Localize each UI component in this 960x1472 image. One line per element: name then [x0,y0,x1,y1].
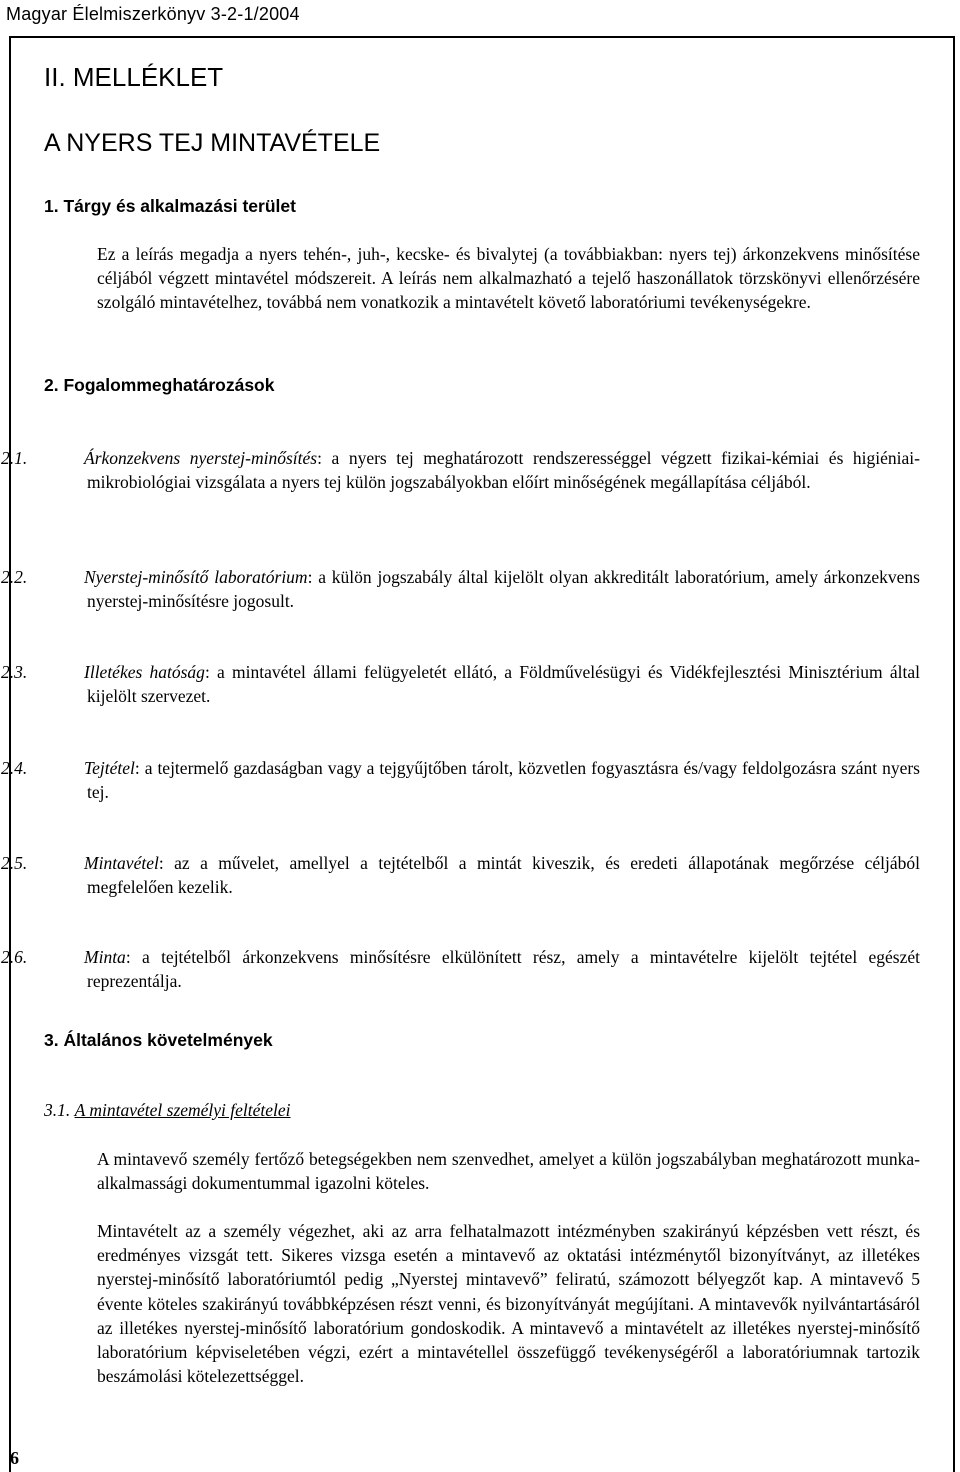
definition-2-4 [1,756,920,804]
subsection-3-1-heading [44,1100,291,1121]
definition-term: Illetékes hatóság [84,662,205,682]
definition-number: 2.4. [1,758,28,778]
page-number: 6 [10,1448,19,1468]
definition-term: Árkonzekvens nyerstej-minősítés [84,448,318,468]
definition-number: 2.1. [1,448,28,468]
subsection-title: A mintavétel személyi feltételei [74,1100,291,1120]
definition-term: Minta [84,947,126,967]
definition-2-6 [1,945,920,993]
subsection-number: 3.1. [44,1100,71,1120]
definition-2-1 [1,446,920,494]
definition-term: Nyerstej-minősítő laboratórium [84,567,308,587]
section-1-text: Ez a leírás megadja a nyers tehén-, juh-, kecske- és bivalytej (a továbbiakban: nyers tej) árkonzekvens minősítése céljából végzett mintavétel módszereit. A leírás nem alkalmazható a tejelő haszonállatok törzskönyvi ellenőrzésére szolgáló mintavételhez, továbbá nem vonatkozik a mintavételt követő laboratóriumi tevékenységekre. [97,244,920,313]
definition-number: 2.3. [1,662,28,682]
definition-text: : az a művelet, amellyel a tejtételből a mintát kiveszik, és eredeti állapotának megőrzése céljából megfelelően kezelik. [87,853,920,898]
section-3-paragraph-1: A mintavevő személy fertőző betegségekben nem szenvedhet, amelyet a külön jogszabályban meghatározott munka-alkalmassági dokumentummal igazolni köteles. [97,1149,920,1194]
definition-term: Mintavétel [84,853,159,873]
document-title: A NYERS TEJ MINTAVÉTELE [44,129,381,157]
definition-text: : a tejtételből árkonzekvens minősítésre elkülönített rész, amely a mintavételre kijelölt tejtétel egészét reprezentálja. [87,947,920,992]
definition-2-2 [1,565,920,613]
definition-text: : a mintavétel állami felügyeletét ellátó, a Földművelésügyi és Vidékfejlesztési Minisztérium által kijelölt szervezet. [87,662,921,707]
definition-number: 2.2. [1,567,28,587]
section-1-heading: 1. Tárgy és alkalmazási terület [44,196,296,216]
definition-2-3 [1,660,921,708]
section-3-paragraph-2: Mintavételt az a személy végezhet, aki az arra felhatalmazott intézményben szakirányú képzésben vett részt, és eredményes vizsgát tett. Sikeres vizsga esetén a mintavevő az oktatási intézménytől bizonyítványt, az illetékes nyerstej-minősítő laboratóriumtól pedig „Nyerstej mintavevő” feliratú, számozott bélyegzőt kap. A mintavevő 5 évente köteles szakirányú továbbképzésen részt venni, és bizonyítványát megújítani. A mintavevők nyilvántartásáról az illetékes nyerstej-minősítő laboratórium gondoskodik. A mintavevő a mintavételt az illetékes nyerstej-minősítő laboratórium képviseletében végzi, ezért a mintavétellel összefüggő tevékenységéről a laboratóriumnak tartozik beszámolási kötelezettséggel. [97,1221,920,1387]
definition-term: Tejtétel [84,758,135,778]
section-2-heading: 2. Fogalommeghatározások [44,375,275,395]
definition-2-5 [1,851,920,899]
definition-text: : a külön jogszabály által kijelölt olyan akkreditált laboratórium, amely árkonzekvens nyerstej-minősítésre jogosult. [87,567,920,612]
definition-number: 2.6. [1,947,28,967]
definition-text: : a tejtermelő gazdaságban vagy a tejgyűjtőben tárolt, közvetlen fogyasztásra és/vagy feldolgozásra szánt nyers tej. [87,758,920,803]
definition-number: 2.5. [1,853,28,873]
document-header-title: Magyar Élelmiszerkönyv 3-2-1/2004 [6,4,300,24]
definition-text: : a nyers tej meghatározott rendszerességgel végzett fizikai-kémiai és higiéniai-mikrobiológiai vizsgálata a nyers tej külön jogszabályokban előírt minőségének megállapítása céljából. [87,448,920,493]
section-3-heading: 3. Általános követelmények [44,1030,273,1050]
annex-heading: II. MELLÉKLET [44,62,224,92]
